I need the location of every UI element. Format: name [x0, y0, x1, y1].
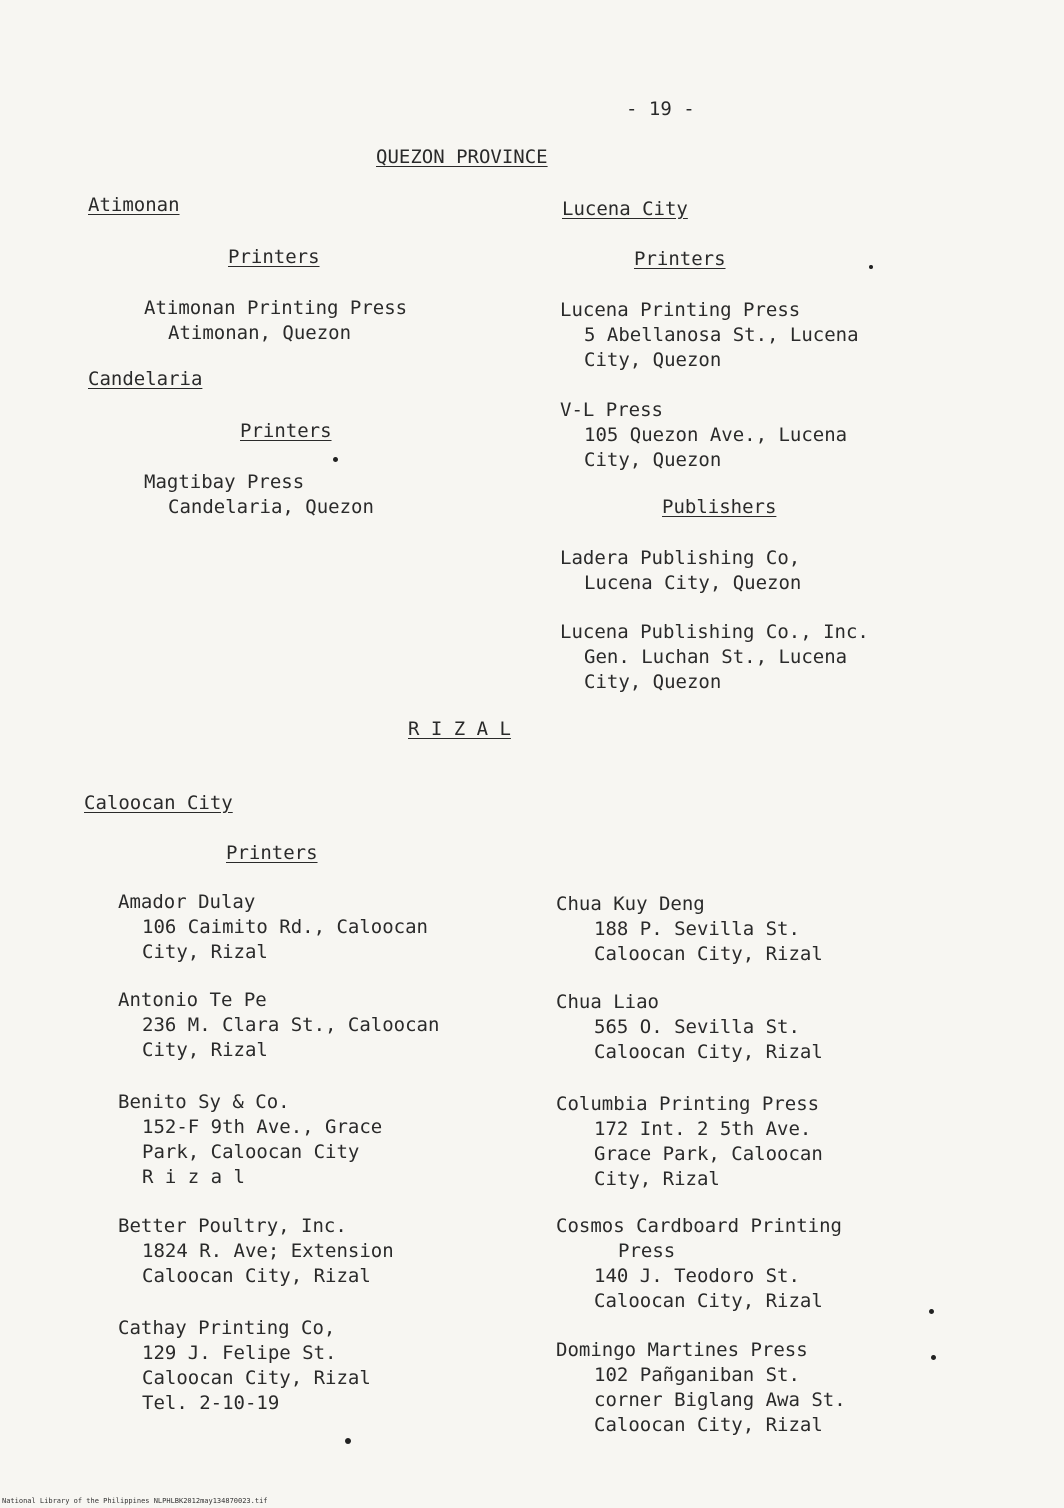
section-title-quezon: QUEZON PROVINCE: [376, 146, 548, 168]
entry-address: Gen. Luchan St., Lucena: [584, 646, 848, 668]
entry-name: Chua Kuy Deng: [556, 893, 705, 915]
scan-speck: [869, 265, 873, 269]
entry-name: Atimonan Printing Press: [144, 297, 408, 319]
entry-name: Chua Liao: [556, 991, 659, 1013]
entry-name: Antonio Te Pe: [118, 989, 267, 1011]
entry-address: City, Quezon: [584, 449, 722, 471]
town-heading-atimonan: Atimonan: [88, 194, 180, 216]
entry-address: City, Rizal: [142, 1039, 268, 1061]
page-number: - 19 -: [626, 98, 695, 120]
entry-name: Better Poultry, Inc.: [118, 1215, 347, 1237]
entry-address: Caloocan City, Rizal: [594, 943, 823, 965]
printers-heading: Printers: [226, 842, 318, 864]
list-item: [144, 470, 374, 520]
entry-address: R i z a l: [142, 1166, 245, 1188]
list-item: [118, 890, 428, 965]
list-item: [556, 1338, 846, 1438]
entry-name: Magtibay Press: [144, 471, 305, 493]
entry-address: Caloocan City, Rizal: [142, 1265, 371, 1287]
printers-heading: Printers: [240, 420, 332, 442]
entry-name: Ladera Publishing Co,: [560, 547, 801, 569]
entry-address: Caloocan City, Rizal: [594, 1414, 823, 1436]
entry-name: Lucena Publishing Co., Inc.: [560, 621, 869, 643]
entry-address: Caloocan City, Rizal: [142, 1367, 371, 1389]
scan-speck: [345, 1438, 351, 1444]
entry-address: 102 Pañganiban St.: [594, 1364, 800, 1386]
town-heading-lucena: Lucena City: [562, 198, 688, 220]
entry-name: Cosmos Cardboard Printing: [556, 1215, 842, 1237]
entry-name: Cathay Printing Co,: [118, 1317, 336, 1339]
entry-address: Caloocan City, Rizal: [594, 1041, 823, 1063]
entry-address: Candelaria, Quezon: [168, 496, 374, 518]
entry-address: 106 Caimito Rd., Caloocan: [142, 916, 428, 938]
town-heading-candelaria: Candelaria: [88, 368, 203, 390]
entry-name: Columbia Printing Press: [556, 1093, 820, 1115]
entry-address: 5 Abellanosa St., Lucena: [584, 324, 859, 346]
entry-address: Park, Caloocan City: [142, 1141, 360, 1163]
entry-name: Domingo Martines Press: [556, 1339, 808, 1361]
list-item: [118, 1316, 371, 1416]
entry-address: Lucena City, Quezon: [584, 572, 802, 594]
list-item: [118, 988, 439, 1063]
list-item: [556, 990, 823, 1065]
publishers-heading: Publishers: [662, 496, 777, 518]
scan-speck: [931, 1355, 936, 1360]
list-item: [560, 546, 801, 596]
entry-address: Press: [618, 1240, 676, 1262]
list-item: [560, 620, 869, 695]
section-title-rizal: R I Z A L: [408, 718, 511, 740]
entry-address: City, Quezon: [584, 671, 722, 693]
list-item: [144, 296, 407, 346]
entry-address: 140 J. Teodoro St.: [594, 1265, 800, 1287]
entry-address: Atimonan, Quezon: [168, 322, 352, 344]
list-item: [118, 1214, 394, 1289]
entry-address: 172 Int. 2 5th Ave.: [594, 1118, 812, 1140]
footer-caption: National Library of the Philippines NLPHLBK2012may134870023.tif: [2, 1497, 268, 1505]
entry-address: Grace Park, Caloocan: [594, 1143, 823, 1165]
entry-address: City, Rizal: [142, 941, 268, 963]
entry-name: Benito Sy & Co.: [118, 1091, 290, 1113]
printers-heading: Printers: [228, 246, 320, 268]
entry-name: Amador Dulay: [118, 891, 256, 913]
entry-address: 236 M. Clara St., Caloocan: [142, 1014, 440, 1036]
scan-speck: [333, 457, 338, 462]
town-heading-caloocan: Caloocan City: [84, 792, 233, 814]
entry-address: 129 J. Felipe St.: [142, 1342, 337, 1364]
entry-address: 1824 R. Ave; Extension: [142, 1240, 394, 1262]
list-item: [556, 1092, 823, 1192]
entry-address: Tel. 2-10-19: [142, 1392, 280, 1414]
entry-address: corner Biglang Awa St.: [594, 1389, 846, 1411]
entry-address: 565 O. Sevilla St.: [594, 1016, 800, 1038]
list-item: [560, 398, 847, 473]
list-item: [560, 298, 859, 373]
entry-address: Caloocan City, Rizal: [594, 1290, 823, 1312]
entry-address: 188 P. Sevilla St.: [594, 918, 800, 940]
list-item: [556, 1214, 842, 1314]
entry-name: V-L Press: [560, 399, 663, 421]
entry-address: 105 Quezon Ave., Lucena: [584, 424, 848, 446]
list-item: [556, 892, 823, 967]
entry-address: City, Rizal: [594, 1168, 720, 1190]
list-item: [118, 1090, 382, 1190]
printers-heading: Printers: [634, 248, 726, 270]
scan-speck: [929, 1309, 934, 1314]
entry-address: City, Quezon: [584, 349, 722, 371]
entry-address: 152-F 9th Ave., Grace: [142, 1116, 383, 1138]
entry-name: Lucena Printing Press: [560, 299, 801, 321]
